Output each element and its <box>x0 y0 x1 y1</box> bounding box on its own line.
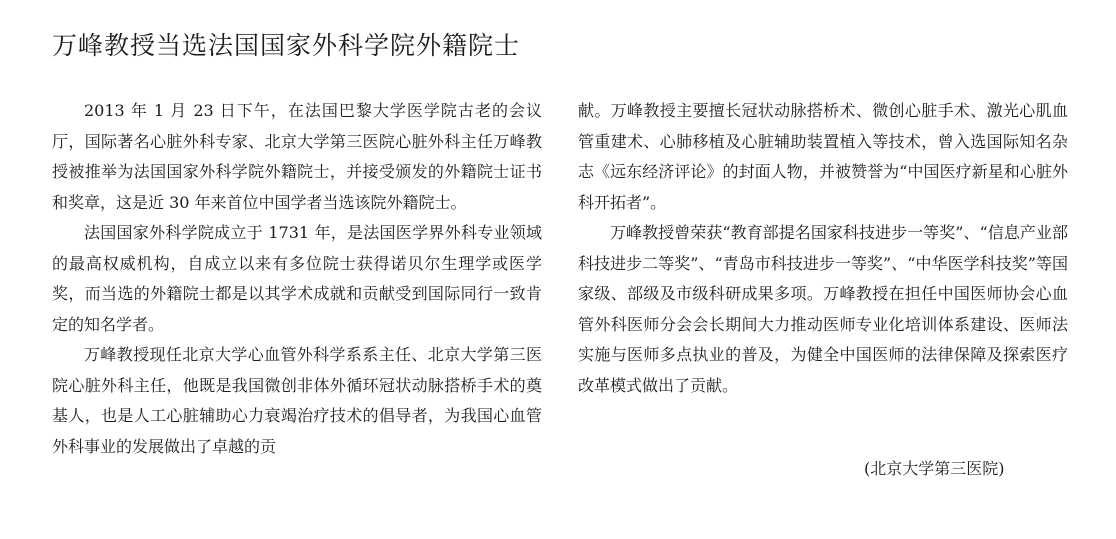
paragraph-awards: 万峰教授曾荣获“教育部提名国家科技进步一等奖”、“信息产业部科技进步二等奖”、“青岛市科技进步一等奖”、“中华医学科技奖”等国家级、部级及市级科研成果多项。万峰教授在担任中国医师协会心血管外科医师分会会长期间大力推动医师专业化培训体系建设、医师法实施与医师多点执业的普及，为健全中国医师的法律保障及探索医疗改革模式做出了贡献。 <box>578 223 1068 395</box>
paragraph-election: 2013 年 1 月 23 日下午，在法国巴黎大学医学院古老的会议厅，国际著名心脏外科专家、北京大学第三医院心脏外科主任万峰教授被推举为法国国家外科学院外籍院士，并接受颁发的外籍院士证书和奖章，这是近 30 年来首位中国学者当选该院外籍院士。 <box>52 101 542 212</box>
right-column <box>578 96 1068 401</box>
paragraph-academy-intro: 法国国家外科学院成立于 1731 年，是法国医学界外科专业领域的最高权威机构，自成立以来有多位院士获得诺贝尔生理学或医学奖，而当选的外籍院士都是以其学术成就和贡献受到国际同行一致肯定的知名学者。 <box>52 223 542 334</box>
left-column <box>52 96 542 462</box>
paragraph-expertise-continued: 献。万峰教授主要擅长冠状动脉搭桥术、微创心脏手术、激光心肌血管重建术、心肺移植及心脏辅助装置植入等技术，曾入选国际知名杂志《远东经济评论》的封面人物，并被赞誉为“中国医疗新星和心脏外科开拓者”。 <box>578 101 1068 212</box>
article-title: 万峰教授当选法国国家外科学院外籍院士 <box>52 31 521 60</box>
source-affiliation: (北京大学第三医院) <box>864 459 1005 478</box>
paragraph-current-position: 万峰教授现任北京大学心血管外科学系系主任、北京大学第三医院心脏外科主任，他既是我国微创非体外循环冠状动脉搭桥手术的奠基人，也是人工心脏辅助心力衰竭治疗技术的倡导者，为我国心血管外科事业的发展做出了卓越的贡 <box>52 345 542 456</box>
